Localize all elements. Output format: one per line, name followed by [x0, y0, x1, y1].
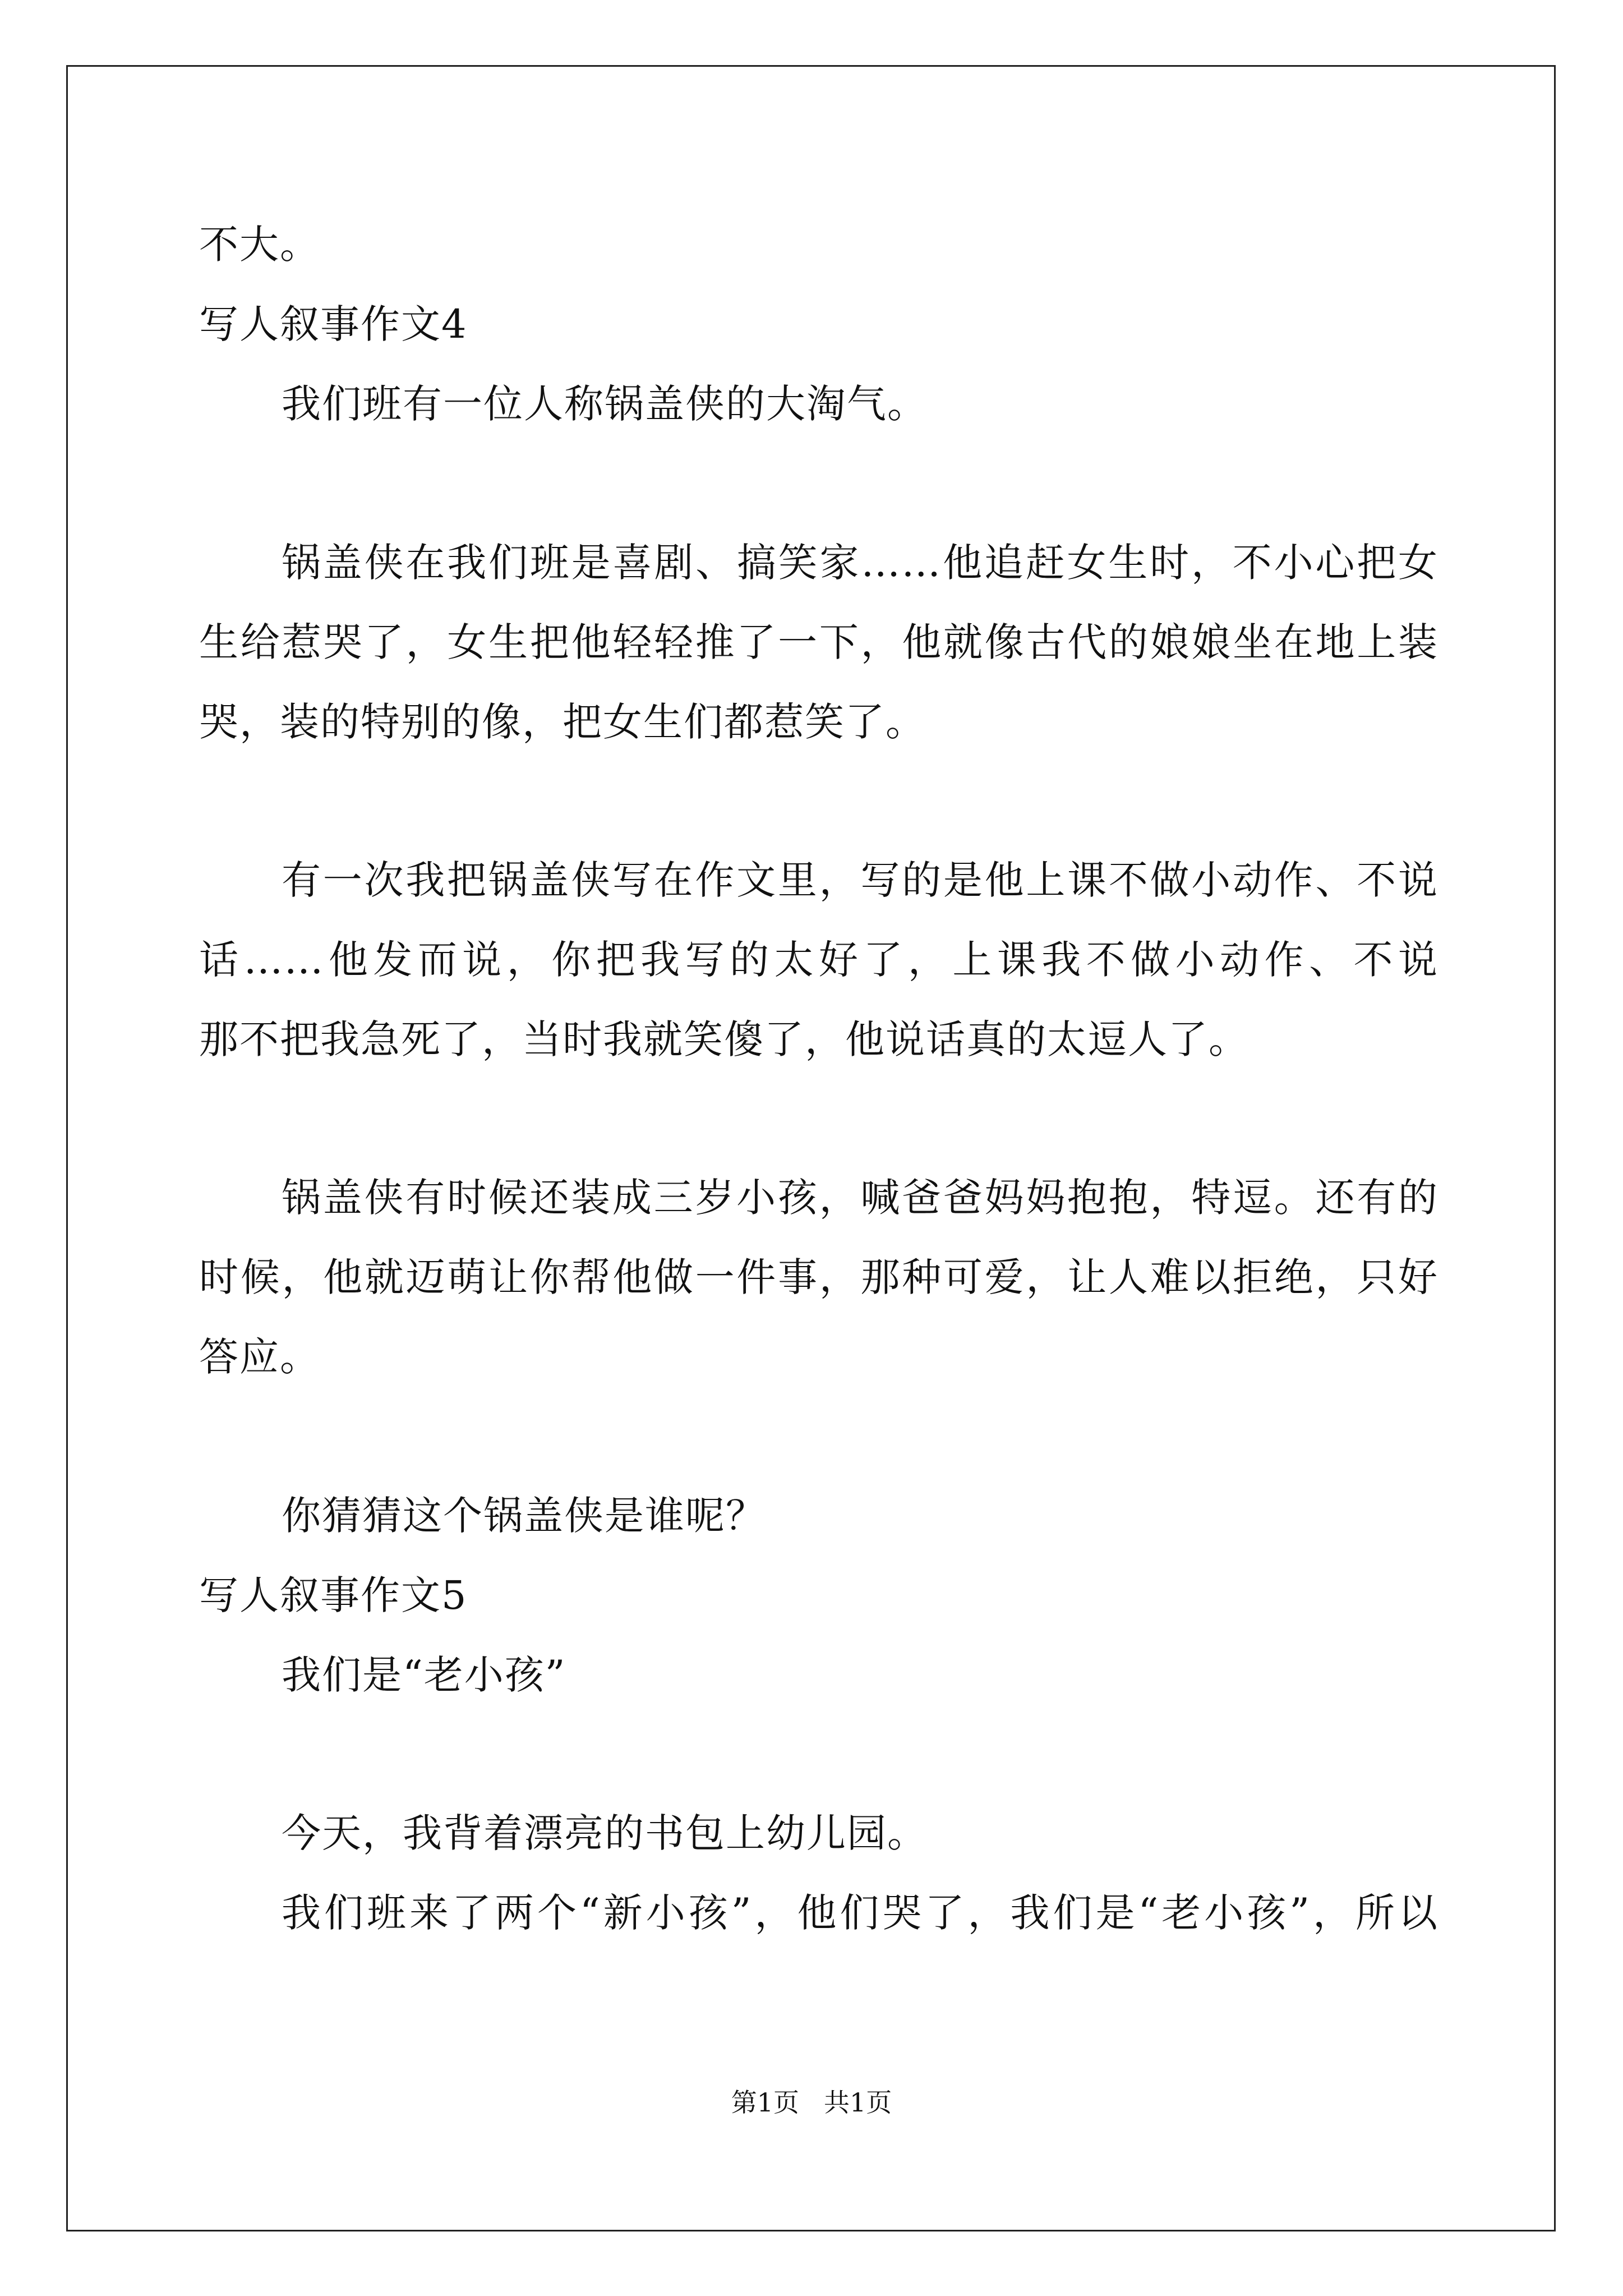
paragraph-line: 我们班来了两个“新小孩”，他们哭了，我们是“老小孩”，所以: [282, 1890, 1438, 1936]
paragraph-line: 生给惹哭了，女生把他轻轻推了一下，他就像古代的娘娘坐在地上装: [199, 619, 1438, 665]
paragraph-line: 我们班有一位人称锅盖侠的大淘气。: [282, 381, 928, 427]
paragraph-line: 时候，他就迈萌让你帮他做一件事，那种可爱，让人难以拒绝，只好: [199, 1254, 1438, 1300]
paragraph-line: 答应。: [199, 1334, 320, 1380]
section-heading: 写人叙事作文5: [199, 1572, 468, 1618]
paragraph-line: 今天，我背着漂亮的书包上幼儿园。: [282, 1810, 928, 1856]
paragraph-line: 那不把我急死了，当时我就笑傻了，他说话真的太逗人了。: [199, 1016, 1249, 1062]
paragraph-line: 有一次我把锅盖侠写在作文里，写的是他上课不做小动作、不说: [282, 857, 1438, 903]
page-number-total: 共1页: [824, 2087, 892, 2118]
text-line: 不大。: [199, 222, 320, 268]
paragraph-line: 锅盖侠有时候还装成三岁小孩，喊爸爸妈妈抱抱，特逗。还有的: [282, 1175, 1438, 1221]
paragraph-line: 话……他发而说，你把我写的太好了，上课我不做小动作、不说: [199, 937, 1438, 983]
essay-title: 我们是“老小孩”: [282, 1652, 566, 1698]
page-footer: [0, 2086, 1623, 2119]
paragraph-line: 锅盖侠在我们班是喜剧、搞笑家……他追赶女生时，不小心把女: [282, 540, 1438, 586]
paragraph-line: 哭，装的特别的像，把女生们都惹笑了。: [199, 699, 926, 745]
paragraph-line: 你猜猜这个锅盖侠是谁呢？: [282, 1493, 766, 1539]
section-heading: 写人叙事作文4: [199, 301, 468, 347]
page-number-current: 第1页: [731, 2087, 799, 2118]
